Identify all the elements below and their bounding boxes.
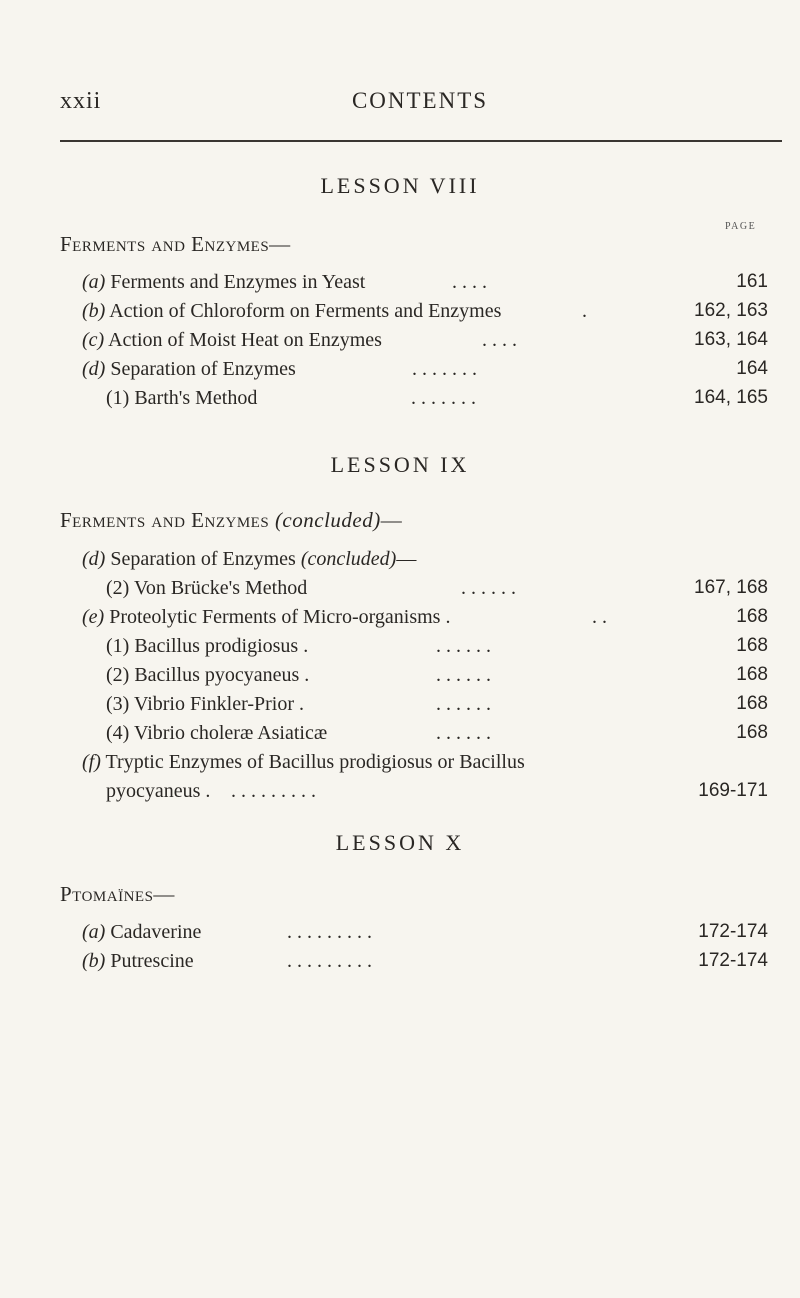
- toc-entry[interactable]: [82, 268, 768, 296]
- entry-page: 164: [736, 358, 768, 379]
- entry-text: Bacillus prodigiosus .: [134, 635, 309, 657]
- toc-entry[interactable]: [106, 690, 768, 718]
- entry-page: 167, 168: [694, 577, 768, 598]
- entry-marker: (a): [82, 271, 106, 293]
- entry-marker: (2): [106, 664, 130, 686]
- toc-entry[interactable]: [82, 748, 768, 776]
- dot-leader: . . . . . . . . .: [287, 950, 372, 972]
- dot-leader: . .: [592, 606, 607, 628]
- toc-entry[interactable]: [106, 632, 768, 660]
- entry-page: 168: [736, 693, 768, 714]
- entry-marker: (1): [106, 635, 130, 657]
- dot-leader: . . . . . .: [436, 664, 491, 686]
- entry-text: Vibrio Finkler-Prior .: [133, 693, 305, 715]
- entry-text: Action of Moist Heat on Enzymes: [108, 329, 382, 351]
- entry-marker: (2): [106, 577, 130, 599]
- dot-leader: . . . . . .: [461, 577, 516, 599]
- entry-marker: (4): [106, 722, 130, 744]
- dot-leader: . . . . . . .: [412, 358, 477, 380]
- running-title: CONTENTS: [351, 88, 489, 113]
- section-title: Ferments and Enzymes (concluded)—: [60, 508, 403, 532]
- entry-marker: (f): [82, 751, 101, 773]
- entry-text: pyocyaneus .: [106, 780, 211, 802]
- entry-page: 161: [736, 271, 768, 292]
- running-header: [60, 88, 780, 118]
- entry-marker: (e): [82, 606, 105, 628]
- dot-leader: .: [582, 300, 587, 322]
- dot-leader: . . . . . . .: [411, 387, 476, 409]
- dot-leader: . . . .: [452, 271, 487, 293]
- entry-page: 169-171: [698, 780, 768, 801]
- entry-page: 168: [736, 606, 768, 627]
- entry-marker: (1): [106, 387, 130, 409]
- entry-page: 164, 165: [694, 387, 768, 408]
- entry-text: Separation of Enzymes: [110, 358, 296, 380]
- entry-text: Action of Chloroform on Ferments and Enzymes: [109, 300, 502, 322]
- dot-leader: . . . . . .: [436, 693, 491, 715]
- toc-entry[interactable]: [82, 918, 768, 946]
- entry-page: 172-174: [698, 921, 768, 942]
- entry-text: Ferments and Enzymes in Yeast: [110, 271, 366, 293]
- entry-page: 168: [736, 664, 768, 685]
- entry-page: 162, 163: [694, 300, 768, 321]
- entry-marker: (d): [82, 358, 106, 380]
- toc-entry[interactable]: [106, 661, 768, 689]
- dot-leader: . . . . . .: [436, 722, 491, 744]
- entry-text: Cadaverine: [110, 921, 202, 943]
- entry-text: Vibrio choleræ Asiaticæ: [133, 722, 328, 744]
- lesson-heading: LESSON IX: [330, 452, 470, 477]
- toc-entry[interactable]: [82, 947, 768, 975]
- page-column-label: PAGE: [725, 221, 757, 232]
- entry-page: 163, 164: [694, 329, 768, 350]
- dot-leader: . . . . . . . . .: [231, 780, 316, 802]
- page-number: xxii: [60, 88, 102, 114]
- toc-entry[interactable]: [106, 574, 768, 602]
- dot-leader: . . . . . . . . .: [287, 921, 372, 943]
- entry-text: Tryptic Enzymes of Bacillus prodigiosus or Bacillus: [105, 751, 525, 773]
- entry-text: Proteolytic Ferments of Micro-organisms .: [109, 606, 451, 628]
- entry-text: Barth's Method: [134, 387, 258, 409]
- entry-text-italic: (concluded): [300, 548, 397, 570]
- toc-entry[interactable]: [106, 384, 768, 412]
- entry-text: Separation of Enzymes: [110, 548, 296, 570]
- entry-page: 168: [736, 635, 768, 656]
- entry-marker: (3): [106, 693, 130, 715]
- header-rule: [60, 140, 782, 142]
- entry-text: Von Brücke's Method: [133, 577, 308, 599]
- toc-entry[interactable]: [82, 297, 768, 325]
- toc-entry[interactable]: [106, 777, 768, 805]
- toc-entry[interactable]: [82, 355, 768, 383]
- section-title: Ptomaïnes—: [60, 882, 175, 906]
- entry-marker: (b): [82, 950, 106, 972]
- toc-entry[interactable]: (d) Separation of Enzymes (concluded)—: [82, 548, 417, 570]
- entry-marker: (c): [82, 329, 105, 351]
- section-title: Ferments and Enzymes—: [60, 232, 291, 256]
- entry-marker: (b): [82, 300, 106, 322]
- toc-entry[interactable]: [82, 603, 768, 631]
- dot-leader: . . . .: [482, 329, 517, 351]
- entry-page: 168: [736, 722, 768, 743]
- dot-leader: . . . . . .: [436, 635, 491, 657]
- entry-text: Bacillus pyocyaneus .: [134, 664, 310, 686]
- entry-text: Putrescine: [110, 950, 194, 972]
- lesson-heading: LESSON X: [335, 830, 465, 855]
- lesson-heading: LESSON VIII: [320, 173, 480, 198]
- entry-page: 172-174: [698, 950, 768, 971]
- toc-entry[interactable]: [106, 719, 768, 747]
- toc-entry[interactable]: [82, 326, 768, 354]
- entry-marker: (d): [82, 548, 106, 570]
- entry-marker: (a): [82, 921, 106, 943]
